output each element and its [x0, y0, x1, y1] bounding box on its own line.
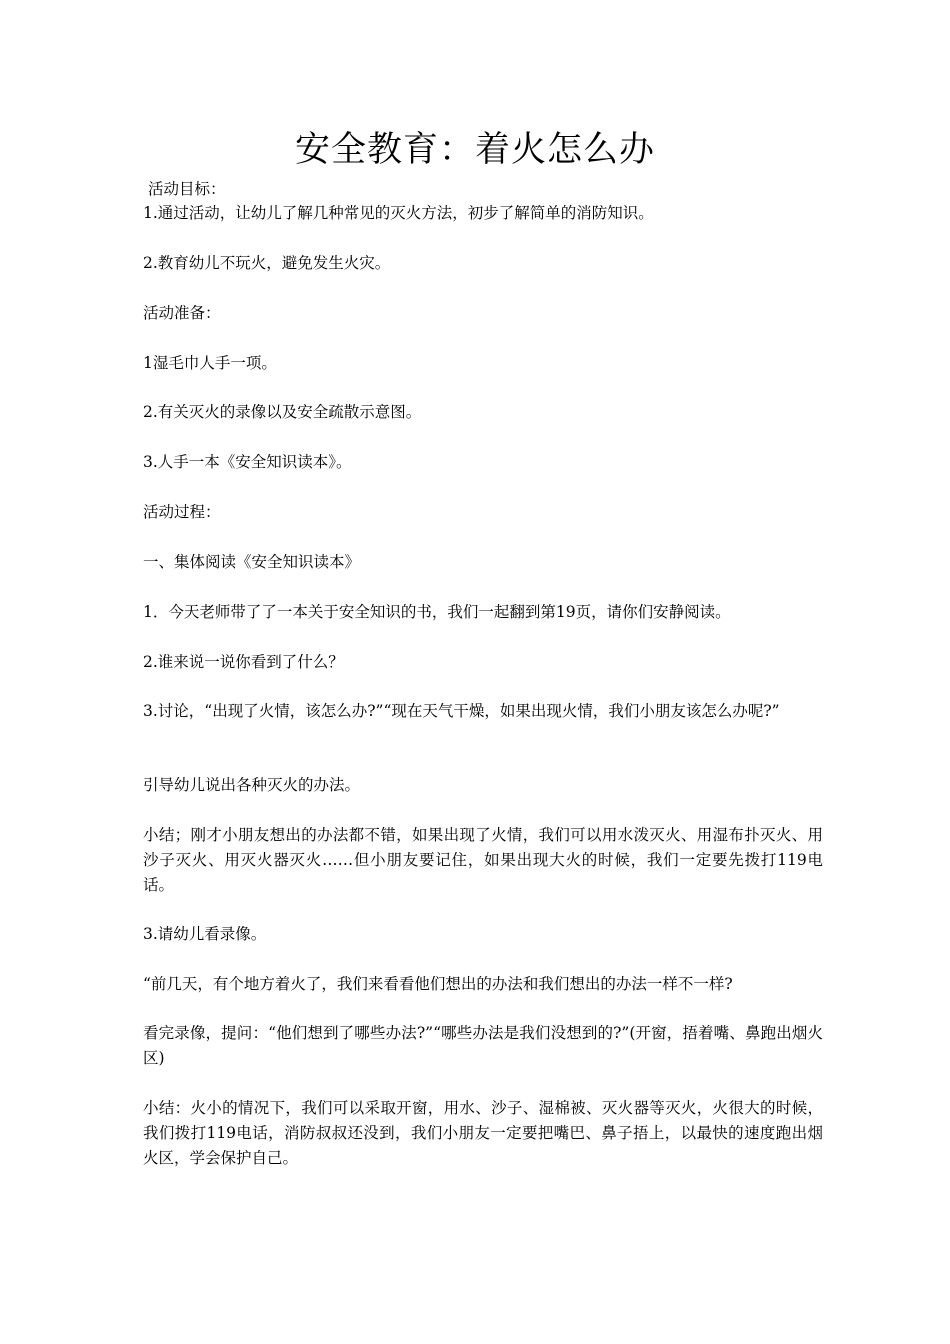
- summary-2: 小结：火小的情况下，我们可以采取开窗，用水、沙子、湿棉被、灭火器等灭火，火很大的时候，我们拨打119电话，消防叔叔还没到，我们小朋友一定要把嘴巴、鼻子捂上，以最快的速度跑出烟火区，学会保护自己。: [143, 1099, 823, 1167]
- process-step-1: 1．今天老师带了了一本关于安全知识的书，我们一起翻到第19页，请你们安静阅读。: [143, 603, 731, 621]
- process-part-1-heading: 一、集体阅读《安全知识读本》: [143, 553, 361, 571]
- section-heading-preparation: 活动准备：: [143, 304, 221, 322]
- document-title: 安全教育：着火怎么办: [294, 130, 655, 170]
- guidance-text: 引导幼儿说出各种灭火的办法。: [143, 776, 361, 794]
- video-questions: 看完录像，提问：“他们想到了哪些办法?”“哪些办法是我们没想到的?”(开窗，捂着嘴、鼻跑出烟火区): [143, 1024, 823, 1067]
- objective-2: 2.教育幼儿不玩火，避免发生火灾。: [143, 254, 391, 272]
- preparation-1: 1湿毛巾人手一项。: [143, 354, 277, 372]
- process-step-3-discussion: 3.讨论，“出现了火情，该怎么办?”“现在天气干燥，如果出现火情，我们小朋友该怎么办呢?”: [143, 702, 780, 720]
- section-heading-objectives: 活动目标：: [143, 180, 226, 198]
- process-step-2: 2.谁来说一说你看到了什么？: [143, 653, 344, 671]
- section-heading-process: 活动过程：: [143, 503, 221, 521]
- objective-1: 1.通过活动，让幼儿了解几种常见的灭火方法，初步了解简单的消防知识。: [143, 204, 654, 222]
- preparation-2: 2.有关灭火的录像以及安全疏散示意图。: [143, 403, 422, 421]
- summary-1: 小结；刚才小朋友想出的办法都不错，如果出现了火情，我们可以用水泼灭火、用湿布扑灭火、用沙子灭火、用灭火器灭火……但小朋友要记住，如果出现大火的时候，我们一定要先拨打119电话。: [143, 826, 823, 894]
- preparation-3: 3.人手一本《安全知识读本》。: [143, 453, 352, 471]
- process-step-3-video: 3.请幼儿看录像。: [143, 925, 267, 943]
- video-intro-quote: “前几天，有个地方着火了，我们来看看他们想出的办法和我们想出的办法一样不一样?: [143, 975, 733, 993]
